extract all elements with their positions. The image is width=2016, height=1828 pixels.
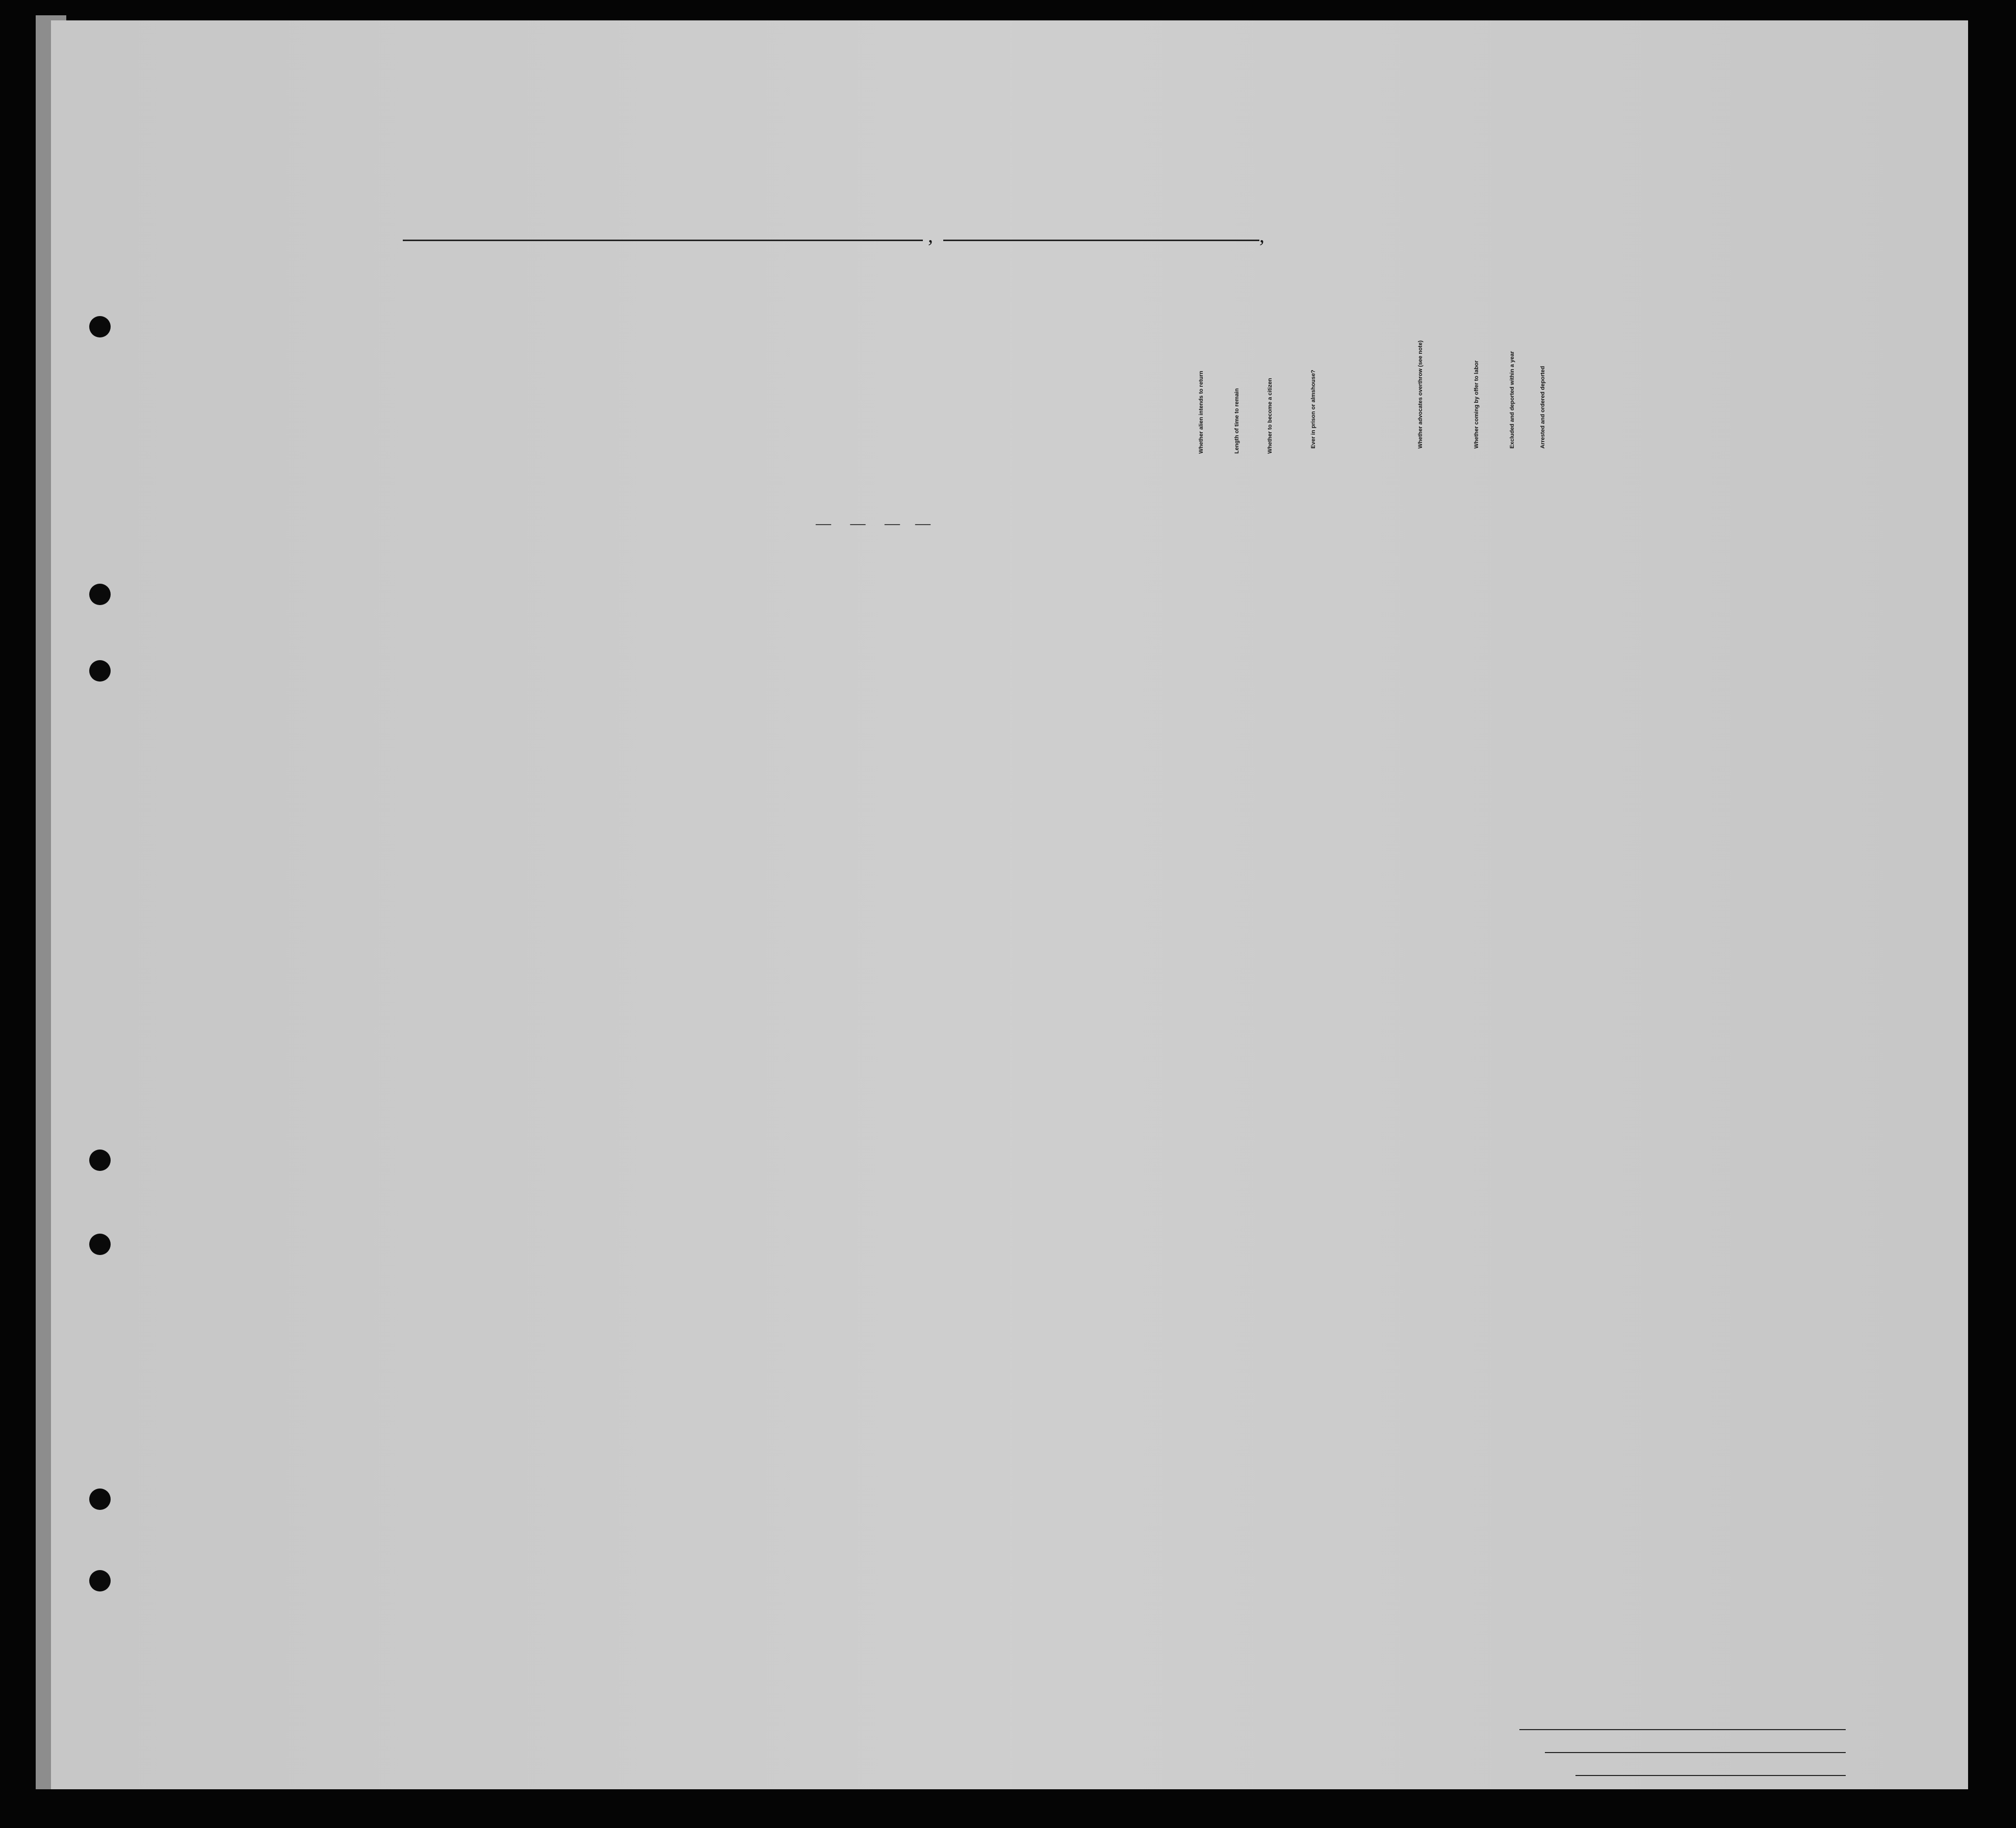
comma-2: ,	[1259, 224, 1264, 247]
header-become-citizen: Whether to become a citizen	[1267, 378, 1273, 454]
manifest-sheet	[51, 20, 1968, 1789]
punch-hole	[89, 1234, 111, 1255]
header-q31: Arrested and ordered deported	[1540, 366, 1546, 449]
agents-underline	[1575, 1775, 1846, 1776]
punch-hole	[89, 1570, 111, 1591]
header-q29: Whether coming by offer to labor	[1474, 360, 1480, 449]
punch-hole	[89, 1150, 111, 1171]
header-prison: Ever in prison or almshouse?	[1310, 370, 1316, 449]
header-return: Whether alien intends to return	[1198, 371, 1204, 454]
punch-hole	[89, 660, 111, 682]
punch-hole	[89, 316, 111, 337]
header-q28: Whether advocates overthrow (see note)	[1417, 340, 1424, 449]
comma: ,	[928, 224, 933, 247]
punch-hole	[89, 584, 111, 605]
owners-underline	[1545, 1752, 1846, 1753]
punch-hole	[89, 1488, 111, 1510]
row1-dashes: — — — —	[816, 515, 931, 532]
manifest-grid	[51, 20, 1968, 1789]
line-underline	[1519, 1729, 1846, 1730]
header-length-time: Length of time to remain	[1234, 388, 1240, 454]
header-q30: Excluded and deported within a year	[1509, 351, 1515, 449]
